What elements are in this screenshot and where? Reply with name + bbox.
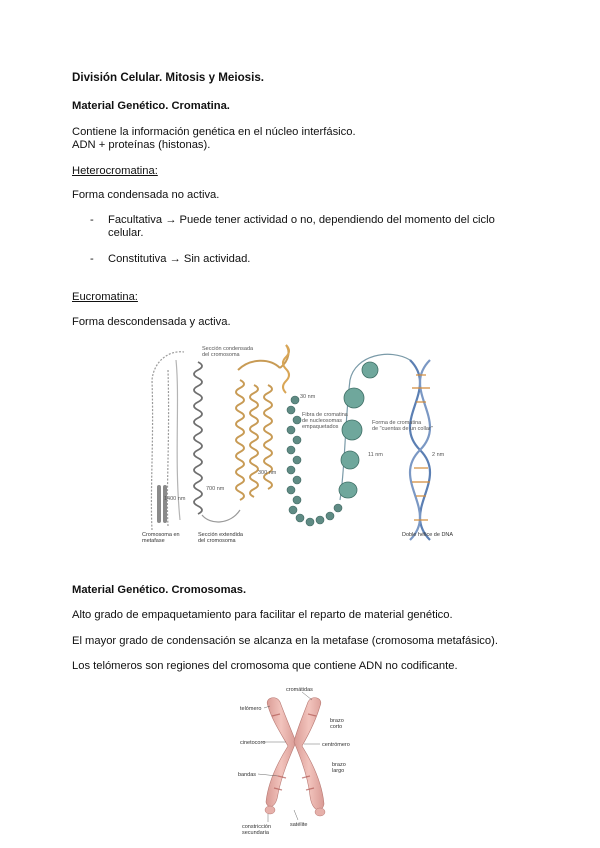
eucromatina-desc: Forma descondensada y activa. (72, 316, 231, 328)
intro-line-2: ADN + proteínas (histonas). (72, 139, 211, 151)
bullet-constitutiva: Constitutiva → Sin actividad. (108, 253, 251, 265)
label-700nm: 700 nm (206, 486, 225, 492)
label-seccion-condensada: Sección condensada (202, 346, 254, 352)
label-brazo-corto-2: corto (330, 724, 343, 730)
bullet-facultativa-line2: celular. (108, 227, 144, 239)
condensed-section-coil (194, 362, 240, 522)
label-brazo-largo-1: brazo (332, 762, 346, 768)
section-heading-cromatina: Material Genético. Cromatina. (72, 100, 230, 112)
chromatin-loop-grey (151, 352, 184, 530)
label-11nm: 11 nm (368, 452, 383, 458)
label-centromero: centrómero (322, 742, 350, 748)
dna-double-helix (410, 360, 430, 540)
label-30nm: 30 nm (300, 394, 316, 400)
label-brazo-largo-2: largo (332, 768, 345, 774)
bullet-facultativa-line1: Facultativa → Puede tener actividad o no, dependiendo del momento del ciclo (108, 214, 495, 226)
label-cromosoma-metafase-1: Cromosoma en (142, 532, 180, 538)
label-doble-helice: Doble hélice de DNA (402, 532, 454, 538)
label-telomero: telómero (240, 706, 262, 712)
intro-line-1: Contiene la información genética en el núcleo interfásico. (72, 126, 356, 138)
label-cinetocoro: cinetocoro (240, 740, 266, 746)
section-heading-cromosomas: Material Genético. Cromosomas. (72, 584, 247, 596)
label-satelite: satélite (290, 822, 308, 828)
label-2nm: 2 nm (432, 452, 445, 458)
label-forma-2: de "cuentas de un collar" (372, 426, 433, 432)
label-constriccion-1: constricción (242, 824, 272, 830)
label-300nm: 300 nm (258, 470, 277, 476)
cromosomas-p3: Los telómeros son regiones del cromosoma que contiene ADN no codificante. (72, 660, 458, 672)
bullet-dash: - (90, 214, 94, 226)
label-seccion-extendida-2: del cromosoma (198, 538, 236, 544)
label-fibra-1: Fibra de cromatina (302, 412, 348, 418)
heterocromatina-desc: Forma condensada no activa. (72, 189, 220, 201)
label-1400nm: 1400 nm (164, 496, 186, 502)
chromatin-figure (140, 340, 470, 548)
label-fibra-3: empaquetados (302, 424, 339, 430)
label-forma-1: Forma de cromatina (372, 420, 422, 426)
heterocromatina-heading: Heterocromatina: (72, 165, 158, 177)
label-brazo-corto-1: brazo (330, 718, 344, 724)
label-cromatidas: cromátidas (286, 687, 313, 693)
extended-section-coil (236, 345, 289, 500)
label-bandas: bandas (238, 772, 257, 778)
label-fibra-2: de nucleosomas (302, 418, 343, 424)
label-cromosoma-metafase-2: metafase (142, 538, 165, 544)
metaphase-chromosome-icon (157, 485, 167, 523)
document-title: División Celular. Mitosis y Meiosis. (72, 71, 264, 84)
cromosomas-p1: Alto grado de empaquetamiento para facilitar el reparto de material genético. (72, 609, 453, 621)
bullet-dash: - (90, 253, 94, 265)
label-seccion-extendida-1: Sección extendida (198, 532, 243, 538)
eucromatina-heading: Eucromatina: (72, 291, 138, 303)
cromosomas-p2: El mayor grado de condensación se alcanza en la metafase (cromosoma metafásico). (72, 635, 498, 647)
chromosome-figure (238, 684, 368, 834)
label-constriccion-2: secundaria (242, 830, 269, 834)
label-del-cromosoma: del cromosoma (202, 352, 240, 358)
